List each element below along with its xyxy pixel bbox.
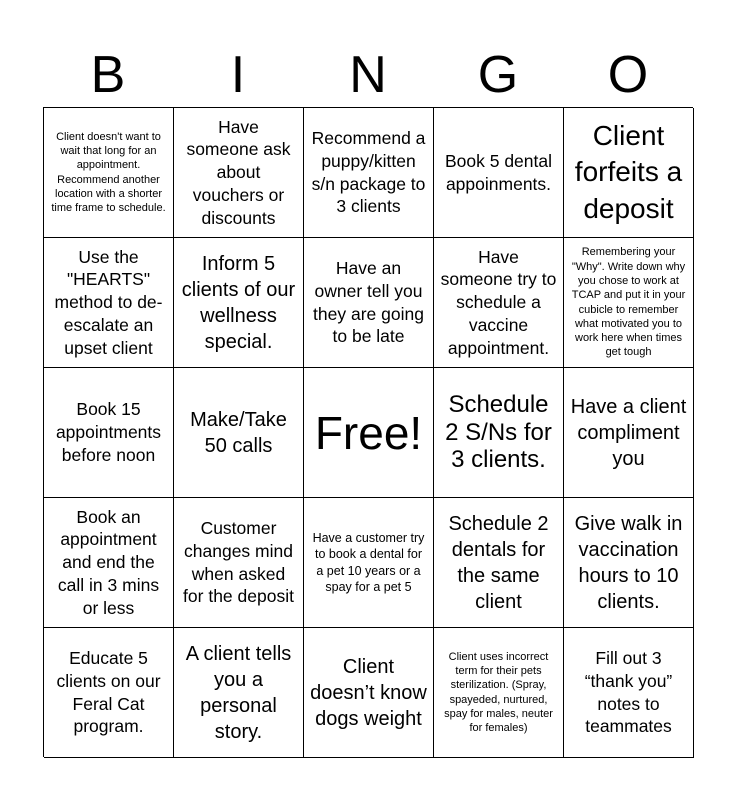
bingo-cell[interactable] <box>174 238 304 368</box>
bingo-cell[interactable] <box>174 498 304 628</box>
cell-text: Fill out 3 “thank you” notes to teammates <box>584 648 673 737</box>
bingo-cell[interactable] <box>434 108 564 238</box>
bingo-cell[interactable] <box>174 108 304 238</box>
bingo-cell[interactable] <box>44 368 174 498</box>
cell-text: Make/Take 50 calls <box>190 408 287 457</box>
cell-text: Have someone ask about vouchers or discounts <box>186 116 291 228</box>
header-letter-n: N <box>349 46 387 104</box>
bingo-cell[interactable] <box>304 628 434 758</box>
bingo-cell[interactable] <box>304 498 434 628</box>
bingo-cell[interactable] <box>564 498 694 628</box>
header-letter-b: B <box>90 46 126 104</box>
bingo-cell[interactable] <box>434 238 564 368</box>
cell-text: Client doesn’t know dogs weight <box>310 655 427 730</box>
bingo-cell[interactable] <box>564 628 694 758</box>
bingo-cell[interactable] <box>44 108 174 238</box>
bingo-cell[interactable] <box>564 368 694 498</box>
cell-text: Inform 5 clients of our wellness special. <box>181 252 296 353</box>
bingo-cell[interactable] <box>304 238 434 368</box>
cell-text: Book 5 dental appoinments. <box>444 150 553 194</box>
cell-text: Have someone try to schedule a vaccine appointment. <box>440 246 557 358</box>
bingo-cell[interactable] <box>44 628 174 758</box>
cell-text: Book an appointment and end the call in 3 mins or less <box>57 506 160 618</box>
cell-text: Have a customer try to book a dental for a pet 10 years or a spay for a pet 5 <box>312 531 425 594</box>
cell-text: Schedule 2 dentals for the same client <box>448 512 549 613</box>
cell-text: Client doesn't want to wait that long for an appointment. Recommend another location with a shorter time frame to schedule. <box>51 130 166 215</box>
cell-text: Customer changes mind when asked for the deposit <box>183 518 294 607</box>
cell-text: Client uses incorrect term for their pets sterilization. (Spray, spayeded, nurtured, spay for males, neuter for females) <box>444 650 553 735</box>
header-letter-i: I <box>230 46 246 104</box>
header-letter-g: G <box>477 46 519 104</box>
bingo-grid <box>43 107 693 757</box>
cell-text: Schedule 2 S/Ns for 3 clients. <box>445 391 552 474</box>
cell-text: Use the "HEARTS" method to de-escalate an upset client <box>54 246 163 358</box>
header-letter-o: O <box>607 46 649 104</box>
cell-text: Have a client compliment you <box>570 395 687 470</box>
bingo-cell[interactable] <box>44 238 174 368</box>
bingo-cell[interactable] <box>564 238 694 368</box>
bingo-header <box>43 44 693 106</box>
bingo-cell[interactable] <box>434 628 564 758</box>
cell-text: Give walk in vaccination hours to 10 clients. <box>574 512 683 613</box>
cell-text: A client tells you a personal story. <box>185 642 292 743</box>
bingo-cell[interactable] <box>174 628 304 758</box>
bingo-cell[interactable] <box>174 368 304 498</box>
free-space-text: Free! <box>314 406 423 459</box>
cell-text: Remembering your "Why". Write down why you chose to work at TCAP and put it in your cubicle to remember what motivated you to work here when times get tough <box>571 246 686 359</box>
cell-text: Recommend a puppy/kitten s/n package to 3 clients <box>311 128 426 217</box>
bingo-cell[interactable] <box>564 108 694 238</box>
bingo-cell[interactable] <box>434 368 564 498</box>
free-space[interactable] <box>304 368 434 498</box>
bingo-cell[interactable] <box>304 108 434 238</box>
cell-text: Educate 5 clients on our Feral Cat program. <box>56 648 161 737</box>
bingo-cell[interactable] <box>44 498 174 628</box>
bingo-cell[interactable] <box>434 498 564 628</box>
cell-text: Book 15 appointments before noon <box>55 399 162 465</box>
cell-text: Have an owner tell you they are going to be late <box>313 258 424 347</box>
cell-text: Client forfeits a deposit <box>574 119 683 224</box>
